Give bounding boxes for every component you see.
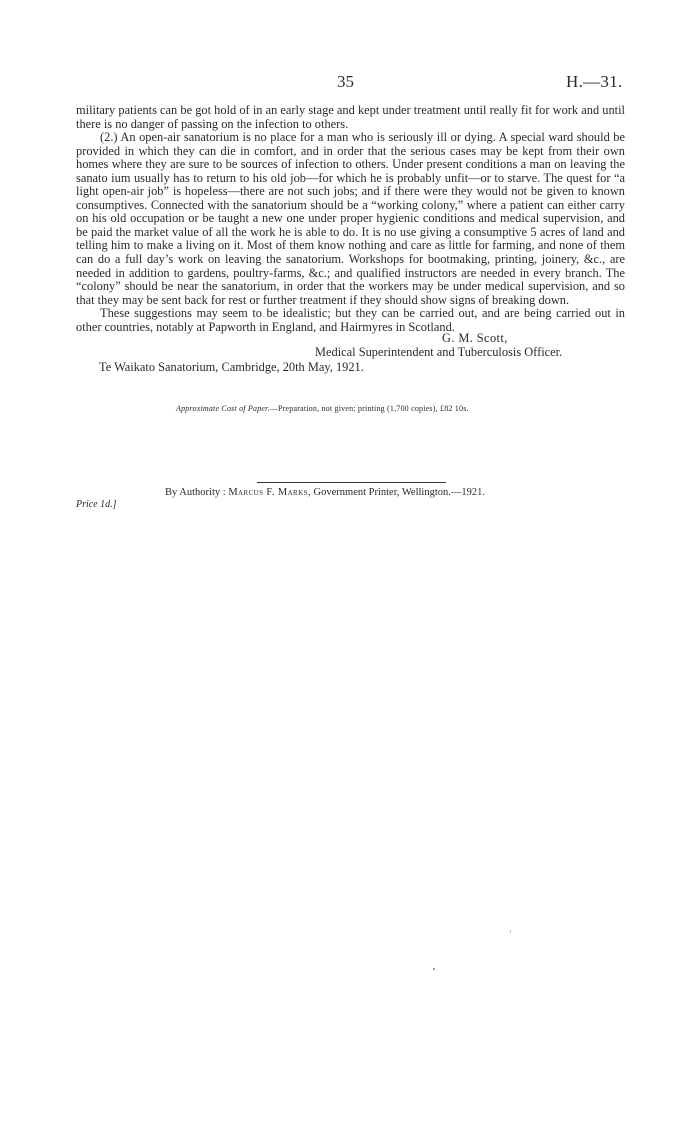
cost-text: —Preparation, not given; printing (1,700 copies), £82 10s. [269, 404, 469, 413]
paragraph-continued: military patients can be got hold of in an early stage and kept under treatment until really fit for work and until there is no danger of passing on the infection to others. [76, 103, 625, 131]
signatory-title: Medical Superintendent and Tuberculosis Officer. [315, 345, 563, 359]
cost-of-paper [176, 404, 469, 413]
imprint-suffix: Government Printer, Wellington.—1921. [313, 487, 486, 498]
scan-speck [433, 968, 435, 970]
cost-label: Approximate Cost of Paper. [176, 404, 270, 413]
imprint-prefix: By Authority : [165, 487, 226, 498]
body-text [76, 104, 625, 334]
document-reference: H.—31. [566, 72, 623, 91]
signatory-name: G. M. Scott, [442, 331, 508, 345]
place-and-date: Te Waikato Sanatorium, Cambridge, 20th May, 1921. [99, 360, 364, 374]
printer-name: Marcus F. Marks, [228, 487, 311, 498]
imprint-divider [257, 482, 446, 483]
scan-speck [510, 930, 511, 933]
paragraph-suggestions: These suggestions may seem to be idealistic; but they can be carried out, and are being carried out in other countries, notably at Papworth in England, and Hairmyres in Scotland. [76, 306, 625, 334]
printer-imprint [165, 487, 485, 498]
page-number: 35 [337, 72, 354, 91]
price-note: Price 1d.] [76, 499, 117, 510]
paragraph-open-air-sanatorium: (2.) An open-air sanatorium is no place for a man who is seriously ill or dying. A special ward should be provided in which they can die in comfort, and in order that the serious cases may be kept from their own homes where they are sure to be sources of infection to others. Under present conditions a man on leaving the sanato ium usually has to return to his old job—for which he is probably unfit—or to starve. The quest for “a light open-air job” is hopeless—there are not such jobs; and if there were they would not be given to known consumptives. Connected with the sanatorium should be a “working colony,” where a patient can either carry on his old occupation or be taught a new one under proper hygienic conditions and medical supervision, and be paid the market value of all the work he is able to do. It is no use giving a consumptive 5 acres of land and telling him to make a living on it. Most of them know nothing and care as little for farming, and none of them can do a full day’s work on leaving the sanatorium. Workshops for bootmaking, printing, joinery, &c., are needed in addition to gardens, poultry-farms, &c.; and qualified instructors are needed in every branch. The “colony” should be near the sanatorium, in order that the workers may be under medical supervision, and so that they may be sent back for rest or further treatment if they should show signs of breaking down. [76, 130, 625, 307]
